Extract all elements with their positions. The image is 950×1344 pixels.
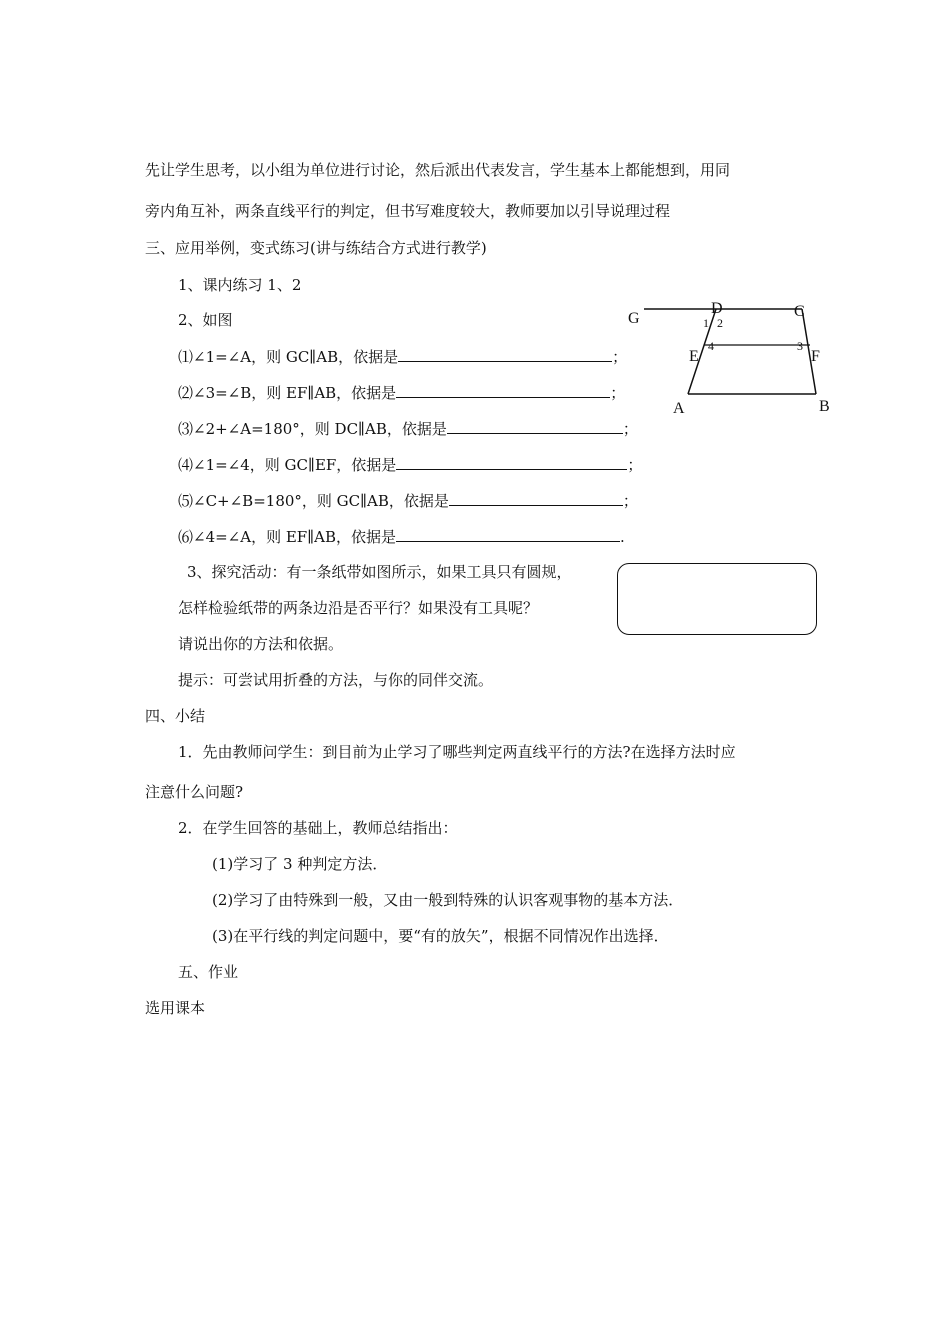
answer-blank-4[interactable]	[396, 454, 627, 470]
section-5-heading: 五、作业	[178, 963, 239, 981]
question-3	[178, 418, 638, 439]
summary-point-1: (1)学习了 3 种判定方法．	[212, 855, 388, 873]
answer-blank-2[interactable]	[396, 382, 610, 398]
section-4-heading: 四、小结	[145, 707, 206, 725]
question-1-end: ；	[612, 348, 628, 366]
question-6-text: ⑹∠4=∠A，则 EF∥AB，依据是	[178, 528, 396, 546]
answer-blank-1[interactable]	[398, 346, 612, 362]
question-1	[178, 346, 627, 367]
answer-blank-3[interactable]	[447, 418, 623, 434]
paper-strip-figure	[617, 563, 817, 635]
label-f: F	[811, 348, 820, 365]
angle-2-label: 2	[717, 316, 723, 330]
label-d: D	[711, 300, 723, 317]
hint: 提示：可尝试用折叠的方法，与你的同伴交流。	[178, 671, 494, 689]
item-3-line-2: 怎样检验纸带的两条边沿是否平行？如果没有工具呢？	[178, 599, 539, 617]
question-3-text: ⑶∠2+∠A=180°，则 DC∥AB，依据是	[178, 420, 447, 438]
angle-4-label: 4	[708, 339, 714, 353]
question-2-text: ⑵∠3=∠B，则 EF∥AB，依据是	[178, 384, 397, 402]
question-2	[178, 382, 625, 403]
item-3-line-3: 请说出你的方法和依据。	[178, 635, 344, 653]
question-3-end: ；	[622, 420, 638, 438]
summary-p1-line-1: 1．先由教师问学生：到目前为止学习了哪些判定两直线平行的方法?在选择方法时应	[178, 743, 736, 761]
question-4-text: ⑷∠1=∠4，则 GC∥EF，依据是	[178, 456, 397, 474]
question-1-text: ⑴∠1=∠A，则 GC∥AB，依据是	[178, 348, 399, 366]
angle-3-label: 3	[797, 339, 803, 353]
label-c: C	[794, 303, 805, 320]
homework-text: 选用课本	[145, 999, 206, 1017]
question-4	[178, 454, 642, 475]
label-e: E	[689, 348, 699, 365]
summary-point-3: (3)在平行线的判定问题中，要“有的放矢”，根据不同情况作出选择．	[212, 927, 669, 945]
answer-blank-5[interactable]	[449, 490, 623, 506]
question-6-end: .	[620, 528, 625, 546]
item-3-line-1: 3、探究活动：有一条纸带如图所示，如果工具只有圆规，	[187, 563, 572, 581]
summary-point-2: (2)学习了由特殊到一般，又由一般到特殊的认识客观事物的基本方法．	[212, 891, 684, 909]
intro-line-2: 旁内角互补，两条直线平行的判定，但书写难度较大，教师要加以引导说理过程	[145, 202, 671, 220]
item-1: 1、课内练习 1、2	[178, 276, 302, 294]
question-5	[178, 490, 638, 511]
question-4-end: ；	[627, 456, 643, 474]
question-6	[178, 526, 625, 547]
geometry-figure	[620, 298, 840, 423]
section-3-heading: 三、应用举例，变式练习(讲与练结合方式进行教学)	[145, 239, 487, 257]
question-5-end: ；	[622, 492, 638, 510]
answer-blank-6[interactable]	[396, 526, 620, 542]
question-5-text: ⑸∠C+∠B=180°，则 GC∥AB，依据是	[178, 492, 449, 510]
angle-1-label: 1	[703, 316, 709, 330]
item-2: 2、如图	[178, 311, 233, 329]
label-g: G	[628, 310, 640, 327]
summary-p1-line-2: 注意什么问题?	[145, 783, 244, 801]
label-b: B	[819, 398, 830, 415]
question-2-end: ；	[610, 384, 626, 402]
summary-p2: 2．在学生回答的基础上，教师总结指出：	[178, 819, 458, 837]
intro-line-1: 先让学生思考，以小组为单位进行讨论，然后派出代表发言，学生基本上都能想到，用同	[145, 161, 731, 179]
label-a: A	[673, 400, 685, 417]
